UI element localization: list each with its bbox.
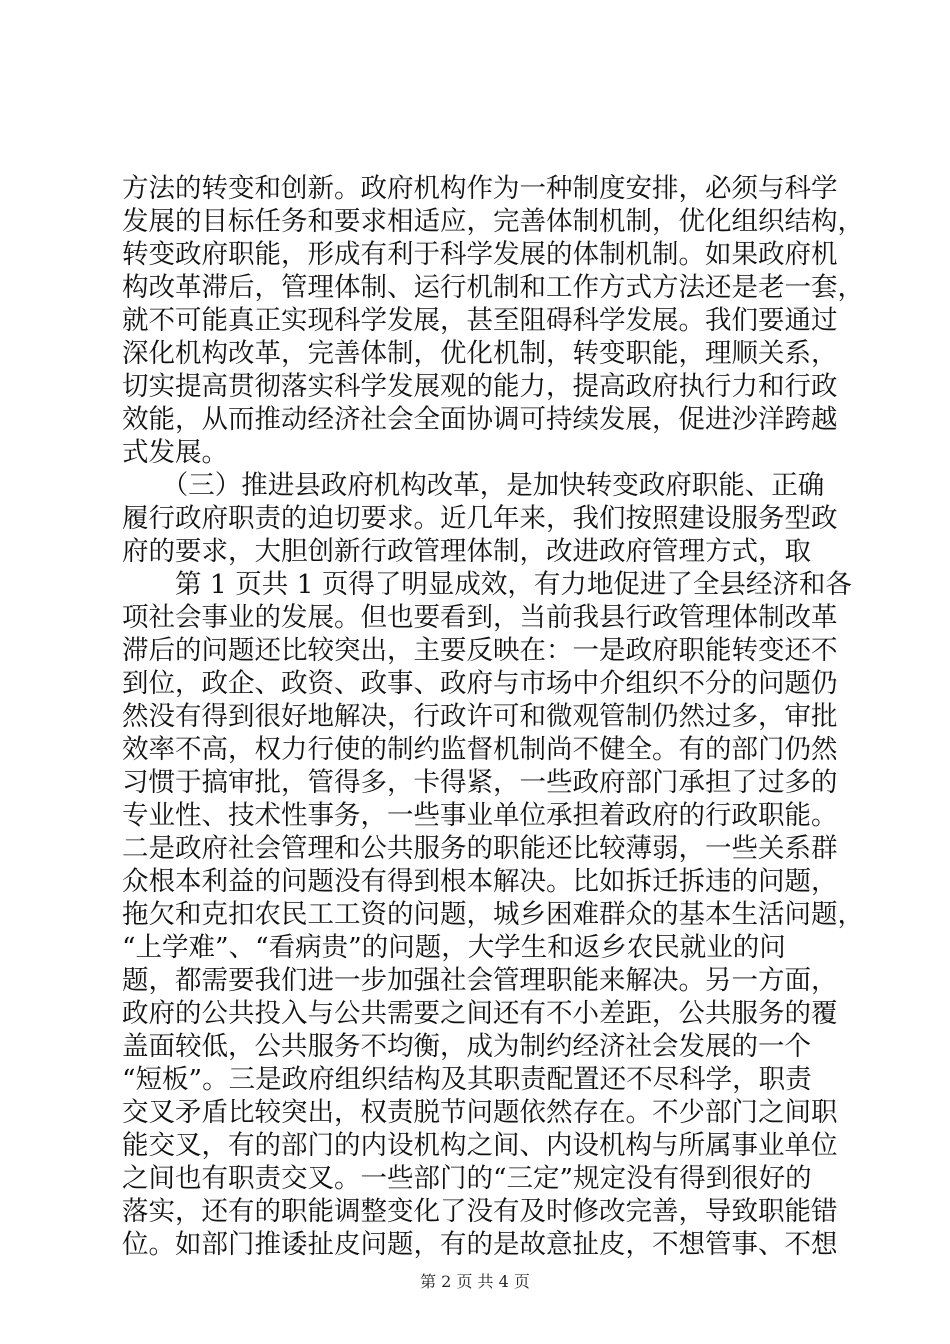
text-line: 发展的目标任务和要求相适应，完善体制机制，优化组织结构， <box>122 206 864 237</box>
text-line: 就不可能真正实现科学发展，甚至阻碍科学发展。我们要通过 <box>122 305 838 336</box>
text-line: 习惯于搞审批，管得多，卡得紧，一些政府部门承担了过多的 <box>122 767 838 798</box>
text-line: 政府的公共投入与公共需要之间还有不小差距，公共服务的覆 <box>122 998 838 1029</box>
text-line: 转变政府职能，形成有利于科学发展的体制机制。如果政府机 <box>122 239 838 270</box>
text-line: 式发展。 <box>122 437 228 468</box>
text-line: 之间也有职责交叉。一些部门的“三定”规定没有得到很好的 <box>122 1163 812 1194</box>
text-line: 然没有得到很好地解决，行政许可和微观管制仍然过多，审批 <box>122 701 838 732</box>
text-line: 位。如部门推诿扯皮问题，有的是故意扯皮，不想管事、不想 <box>122 1229 838 1260</box>
text-line: “上学难”、“看病贵”的问题，大学生和返乡农民就业的问 <box>122 932 786 963</box>
text-line: 到位，政企、政资、政事、政府与市场中介组织不分的问题仍 <box>122 668 838 699</box>
text-line: 府的要求，大胆创新行政管理体制，改进政府管理方式，取 <box>122 536 811 567</box>
text-line: 拖欠和克扣农民工工资的问题，城乡困难群众的基本生活问题， <box>122 899 864 930</box>
text-line: 滞后的问题还比较突出，主要反映在：一是政府职能转变还不 <box>122 635 838 666</box>
text-line: 效率不高，权力行使的制约监督机制尚不健全。有的部门仍然 <box>122 734 838 765</box>
text-line: 交叉矛盾比较突出，权责脱节问题依然存在。不少部门之间职 <box>122 1097 838 1128</box>
text-line: 盖面较低，公共服务不均衡，成为制约经济社会发展的一个 <box>122 1031 811 1062</box>
text-line: 二是政府社会管理和公共服务的职能还比较薄弱，一些关系群 <box>122 833 838 864</box>
body-text <box>122 172 864 1261</box>
text-line: 落实，还有的职能调整变化了没有及时修改完善，导致职能错 <box>122 1196 838 1227</box>
text-line: 题，都需要我们进一步加强社会管理职能来解决。另一方面， <box>122 965 838 996</box>
text-line: “短板”。三是政府组织结构及其职责配置还不尽科学，职责 <box>122 1064 812 1095</box>
text-line: 众根本利益的问题没有得到根本解决。比如拆迁拆违的问题， <box>122 866 838 897</box>
text-line: 第 1 页共 1 页得了明显成效，有力地促进了全县经济和各 <box>122 569 852 600</box>
text-line: 切实提高贯彻落实科学发展观的能力，提高政府执行力和行政 <box>122 371 838 402</box>
text-line: 构改革滞后，管理体制、运行机制和工作方式方法还是老一套， <box>122 272 864 303</box>
page-number-label: 第 2 页 共 4 页 <box>420 1272 530 1291</box>
page-footer <box>0 1272 950 1292</box>
text-line: 能交叉，有的部门的内设机构之间、内设机构与所属事业单位 <box>122 1130 838 1161</box>
text-line: 项社会事业的发展。但也要看到，当前我县行政管理体制改革 <box>122 602 838 633</box>
text-line: 方法的转变和创新。政府机构作为一种制度安排，必须与科学 <box>122 173 838 204</box>
text-line: （三）推进县政府机构改革，是加快转变政府职能、正确 <box>122 470 825 501</box>
text-line: 效能，从而推动经济社会全面协调可持续发展，促进沙洋跨越 <box>122 404 838 435</box>
text-line: 专业性、技术性事务，一些事业单位承担着政府的行政职能。 <box>122 800 838 831</box>
text-line: 深化机构改革，完善体制，优化机制，转变职能，理顺关系， <box>122 338 838 369</box>
text-line: 履行政府职责的迫切要求。近几年来，我们按照建设服务型政 <box>122 503 838 534</box>
